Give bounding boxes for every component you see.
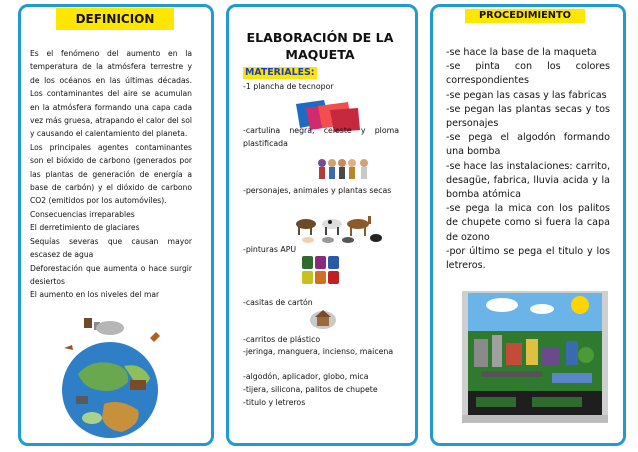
casita-image: [308, 306, 338, 330]
material-item: -titulo y letreros: [243, 398, 306, 407]
definicion-title: DEFINICION: [56, 8, 174, 30]
consecuencia-item: Deforestación que aumenta o hace surgir desiertos: [30, 263, 192, 286]
definicion-paragraph: Es el fenómeno del aumento en la temperatura de la atmósfera terrestre y de los océanos en las últimas décadas. Los contaminantes del aire se acumulan en la atmósfera formando una capa cada vez más gruesa, atrapando el calor del sol y causando el calentamiento del planeta.: [30, 49, 192, 139]
definicion-paragraph: Los principales agentes contaminantes son el bióxido de carbono (generados por las plantas de generación de energía a base de carbón) y el dióxido de carbono CO2 (emitidos por los automóviles).: [30, 142, 192, 206]
personajes-image: [244, 155, 394, 183]
procedimiento-step: -se pega el algodón formando una bomba: [446, 132, 610, 158]
definicion-text: [30, 47, 192, 302]
material-item: -algodón, aplicador, globo, mica: [243, 372, 369, 381]
procedimiento-step: -por último se pega el titulo y los letreros.: [446, 245, 610, 272]
procedimiento-title: PROCEDIMIENTO: [465, 9, 585, 23]
consecuencia-item: El derretimiento de glaciares: [30, 223, 140, 233]
procedimiento-step: -se hace la base de la maqueta: [446, 47, 597, 58]
material-item: -casitas de cartón: [243, 298, 313, 307]
material-item: -jeringa, manguera, incienso, maicena: [243, 347, 394, 356]
procedimiento-step: -se hace las instalaciones: carrito, desagüe, fabrica, lluvia acida y la bomba atómica: [446, 160, 610, 201]
material-item: -carritos de plástico: [243, 335, 321, 344]
materiales-subtitle: MATERIALES:: [245, 67, 315, 78]
procedimiento-step: -se pegan las plantas secas y tos personajes: [446, 103, 610, 130]
animales-image: [292, 210, 390, 246]
earth-pollution-image: [58, 318, 173, 450]
procedimiento-step: -se pinta con los colores correspondientes: [446, 61, 610, 87]
elaboracion-title: ELABORACIÓN DE LA MAQUETA: [246, 30, 394, 62]
procedimiento-step: -se pega la mica con los palitos de chupete como si fuera la capa de ozono: [446, 203, 610, 243]
consecuencia-item: El aumento en los niveles del mar: [30, 290, 160, 300]
material-item: -personajes, animales y plantas secas: [243, 186, 392, 195]
material-item: -tijera, silicona, palitos de chupete: [243, 385, 378, 394]
procedimiento-steps: [446, 46, 610, 273]
material-item: -1 plancha de tecnopor: [243, 82, 334, 91]
maqueta-photo: [462, 291, 608, 423]
consecuencia-item: Sequías severas que causan mayor escasez de agua: [30, 236, 192, 260]
procedimiento-step: -se pegan las casas y las fabricas: [446, 89, 607, 101]
material-item: -cartulina negra, celeste y ploma plastificada: [243, 126, 399, 148]
material-item: -pinturas APU: [243, 245, 297, 254]
consecuencias-heading: Consecuencias irreparables: [30, 209, 135, 219]
pinturas-image: [300, 252, 342, 286]
